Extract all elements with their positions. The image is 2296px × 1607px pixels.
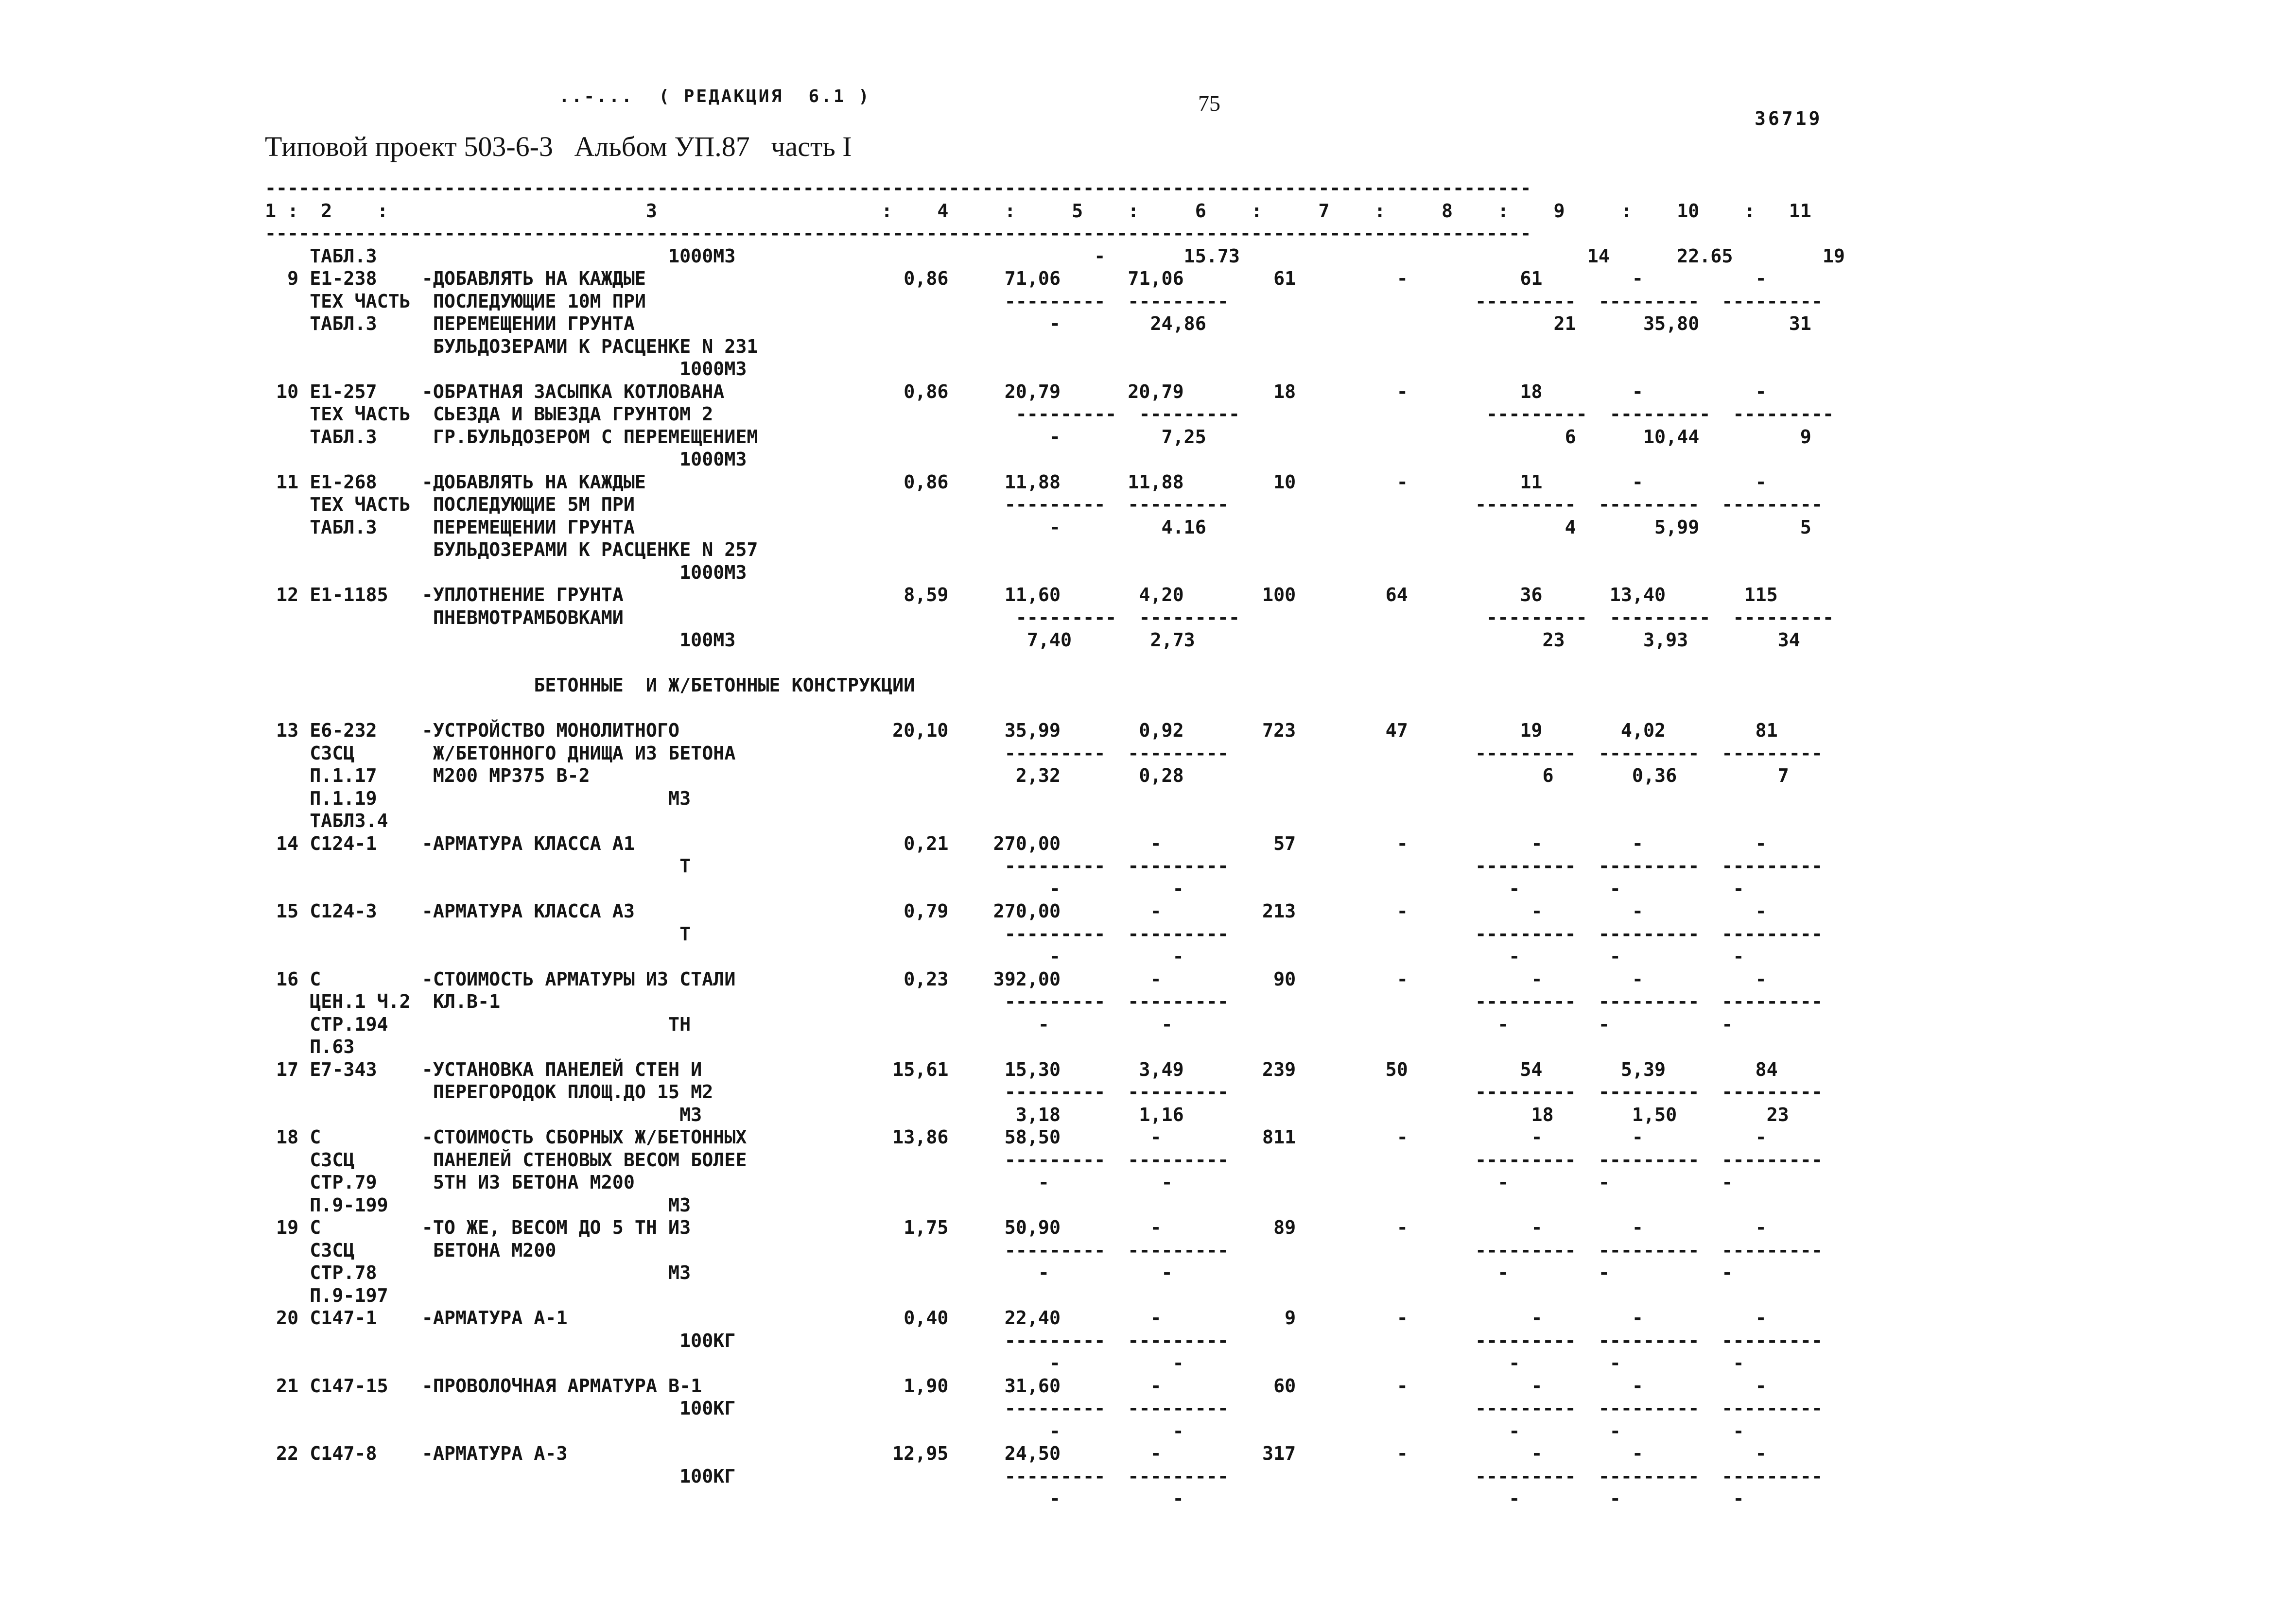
listing-line: ----------------------------------------------------------------------------------------------------------------- bbox=[265, 223, 1531, 244]
listing-line: БУЛЬДОЗЕРАМИ К РАСЦЕНКЕ N 231 bbox=[265, 335, 758, 358]
listing-line: - - - - - bbox=[265, 1488, 1744, 1510]
print-header-fragment: ..-... ( РЕДАКЦИЯ 6.1 ) bbox=[559, 86, 871, 106]
listing-line: П.1.17 М200 МРЗ75 В-2 2,32 0,28 6 0,36 7 bbox=[265, 765, 1789, 787]
listing-line: ЦЕН.1 Ч.2 КЛ.В-1 --------- --------- --------- --------- --------- bbox=[265, 991, 1823, 1013]
listing-line: 1 : 2 : 3 : 4 : 5 : 6 : 7 : 8 : 9 : 10 : 11 bbox=[265, 200, 1811, 222]
listing-line: ПНЕВМОТРАМБОВКАМИ --------- --------- --------- --------- --------- bbox=[265, 606, 1834, 629]
listing-line: ТЕХ ЧАСТЬ ПОСЛЕДУЮЩИЕ 10М ПРИ --------- --------- --------- --------- --------- bbox=[265, 290, 1823, 312]
listing-line: СЗСЦ ПАНЕЛЕЙ СТЕНОВЫХ ВЕСОМ БОЛЕЕ --------- --------- --------- --------- --------- bbox=[265, 1149, 1823, 1171]
listing-line: 9 Е1-238 -ДОБАВЛЯТЬ НА КАЖДЫЕ 0,86 71,06 71,06 61 - 61 - - bbox=[265, 268, 1767, 290]
listing-line: БУЛЬДОЗЕРАМИ К РАСЦЕНКЕ N 257 bbox=[265, 539, 758, 561]
listing-line: 11 Е1-268 -ДОБАВЛЯТЬ НА КАЖДЫЕ 0,86 11,88 11,88 10 - 11 - - bbox=[265, 471, 1767, 493]
listing-line: СТР.194 ТН - - - - - bbox=[265, 1013, 1733, 1036]
listing-line: ТАБЛ3.4 bbox=[265, 810, 388, 832]
listing-line: ПЕРЕГОРОДОК ПЛОЩ.ДО 15 М2 --------- --------- --------- --------- --------- bbox=[265, 1081, 1823, 1103]
listing-line: П.9-197 bbox=[265, 1284, 388, 1307]
listing-line: 1000М3 bbox=[265, 358, 747, 380]
listing-line: ТАБЛ.3 1000М3 - 15.73 14 22.65 19 bbox=[265, 245, 1845, 267]
listing-line: ТАБЛ.3 ГР.БУЛЬДОЗЕРОМ С ПЕРЕМЕЩЕНИЕМ - 7,25 6 10,44 9 bbox=[265, 426, 1811, 448]
listing-line: СЗСЦ БЕТОНА М200 --------- --------- --------- --------- --------- bbox=[265, 1239, 1823, 1261]
document-code: 36719 bbox=[1755, 108, 1823, 129]
listing-line: П.9-199 М3 bbox=[265, 1194, 691, 1216]
listing-line: 18 С -СТОИМОСТЬ СБОРНЫХ Ж/БЕТОННЫХ 13,86 58,50 - 811 - - - - bbox=[265, 1126, 1767, 1148]
listing-line: ----------------------------------------------------------------------------------------------------------------- bbox=[265, 177, 1531, 199]
listing-line: 14 С124-1 -АРМАТУРА КЛАССА А1 0,21 270,00 - 57 - - - - bbox=[265, 832, 1767, 855]
page-number: 75 bbox=[1198, 91, 1220, 116]
listing-line: 100КГ --------- --------- --------- --------- --------- bbox=[265, 1398, 1823, 1419]
listing-line: 10 Е1-257 -ОБРАТНАЯ ЗАСЫПКА КОТЛОВАНА 0,86 20,79 20,79 18 - 18 - - bbox=[265, 380, 1767, 403]
listing-line: 22 С147-8 -АРМАТУРА А-3 12,95 24,50 - 317 - - - - bbox=[265, 1443, 1767, 1465]
listing-line: БЕТОННЫЕ И Ж/БЕТОННЫЕ КОНСТРУКЦИИ bbox=[265, 674, 915, 696]
listing-line: П.63 bbox=[265, 1036, 355, 1058]
estimate-listing bbox=[265, 177, 1845, 1511]
listing-line: 1000М3 bbox=[265, 561, 747, 584]
listing-line: ТАБЛ.3 ПЕРЕМЕЩЕНИИ ГРУНТА - 24,86 21 35,80 31 bbox=[265, 313, 1811, 335]
listing-line: - - - - - bbox=[265, 878, 1744, 900]
listing-line: 21 С147-15 -ПРОВОЛОЧНАЯ АРМАТУРА В-1 1,90 31,60 - 60 - - - - bbox=[265, 1375, 1767, 1397]
listing-line: 12 Е1-1185 -УПЛОТНЕНИЕ ГРУНТА 8,59 11,60 4,20 100 64 36 13,40 115 bbox=[265, 584, 1778, 606]
listing-line: Т --------- --------- --------- --------- --------- bbox=[265, 923, 1823, 945]
listing-line bbox=[265, 652, 1845, 675]
listing-line: ТАБЛ.3 ПЕРЕМЕЩЕНИИ ГРУНТА - 4.16 4 5,99 5 bbox=[265, 516, 1811, 538]
listing-line: П.1.19 М3 bbox=[265, 787, 691, 810]
listing-line: СТР.79 5ТН ИЗ БЕТОНА М200 - - - - - bbox=[265, 1172, 1733, 1193]
listing-line: - - - - - bbox=[265, 1420, 1744, 1442]
listing-line bbox=[265, 697, 1845, 720]
listing-line: 13 Е6-232 -УСТРОЙСТВО МОНОЛИТНОГО 20,10 35,99 0,92 723 47 19 4,02 81 bbox=[265, 720, 1778, 742]
listing-line: СТР.78 М3 - - - - - bbox=[265, 1262, 1733, 1284]
listing-line: ТЕХ ЧАСТЬ ПОСЛЕДУЮЩИЕ 5М ПРИ --------- --------- --------- --------- --------- bbox=[265, 494, 1823, 516]
listing-line: 100КГ --------- --------- --------- --------- --------- bbox=[265, 1465, 1823, 1487]
listing-line: ТЕХ ЧАСТЬ СЬЕЗДА И ВЫЕЗДА ГРУНТОМ 2 --------- --------- --------- --------- --------- bbox=[265, 403, 1834, 425]
listing-line: 100М3 7,40 2,73 23 3,93 34 bbox=[265, 629, 1800, 651]
project-title: Типовой проект 503-6-3 Альбом УП.87 часть I bbox=[265, 131, 852, 162]
listing-line: 17 Е7-343 -УСТАНОВКА ПАНЕЛЕЙ СТЕН И 15,61 15,30 3,49 239 50 54 5,39 84 bbox=[265, 1058, 1778, 1081]
listing-line: Т --------- --------- --------- --------- --------- bbox=[265, 855, 1823, 877]
listing-line: - - - - - bbox=[265, 1352, 1744, 1374]
listing-line: 19 С -ТО ЖЕ, ВЕСОМ ДО 5 ТН ИЗ 1,75 50,90 - 89 - - - - bbox=[265, 1217, 1767, 1239]
listing-line: - - - - - bbox=[265, 946, 1744, 968]
listing-line: 20 С147-1 -АРМАТУРА А-1 0,40 22,40 - 9 - - - - bbox=[265, 1307, 1767, 1329]
listing-line: М3 3,18 1,16 18 1,50 23 bbox=[265, 1104, 1789, 1126]
listing-line: 16 С -СТОИМОСТЬ АРМАТУРЫ ИЗ СТАЛИ 0,23 392,00 - 90 - - - - bbox=[265, 968, 1767, 990]
listing-line: 1000М3 bbox=[265, 449, 747, 470]
listing-line: 100КГ --------- --------- --------- --------- --------- bbox=[265, 1330, 1823, 1352]
listing-line: 15 С124-3 -АРМАТУРА КЛАССА А3 0,79 270,00 - 213 - - - - bbox=[265, 900, 1767, 922]
listing-line: СЗСЦ Ж/БЕТОННОГО ДНИЩА ИЗ БЕТОНА --------- --------- --------- --------- --------- bbox=[265, 742, 1823, 764]
